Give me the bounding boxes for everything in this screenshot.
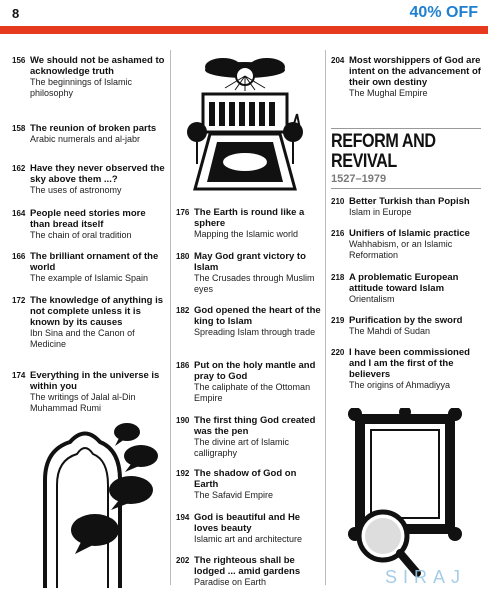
toc-entry[interactable] [12,251,167,284]
toc-entry[interactable] [176,512,322,545]
entry-page: 180 [176,252,190,261]
toc-entry[interactable] [12,55,167,99]
entry-page: 202 [176,556,190,565]
entry-subtitle: Mapping the Islamic world [194,229,299,239]
entry-subtitle: Ibn Sina and the Canon of Medicine [30,328,135,349]
speech-bubbles-illustration [35,420,170,590]
entry-page: 219 [331,316,345,325]
entry-title: People need stories more than bread itself [30,208,146,230]
entry-page: 186 [176,361,190,370]
toc-entry[interactable] [176,305,322,338]
toc-entry[interactable] [12,208,167,241]
entry-title: Put on the holy mantle and pray to God [194,360,316,382]
toc-entry[interactable] [12,370,167,414]
entry-subtitle: The beginnings of Islamic philosophy [30,77,133,98]
entry-subtitle: The origins of Ahmadiyya [349,380,451,390]
entry-subtitle: Paradise on Earth [194,577,267,587]
entry-page: 164 [12,209,26,218]
entry-page: 166 [12,252,26,261]
entry-page: 172 [12,296,26,305]
entry-subtitle: The chain of oral tradition [30,230,132,240]
entry-title: May God grant victory to Islam [194,251,306,273]
entry-page: 192 [176,469,190,478]
entry-subtitle: The Mahdi of Sudan [349,326,431,336]
ornate-frame-magnifier-illustration [345,408,470,578]
entry-page: 162 [12,164,26,173]
toc-entry[interactable] [176,251,322,295]
palace-garden-illustration [185,54,305,194]
entry-title: The knowledge of anything is not complete unless it is known by its causes [30,295,164,328]
entry-subtitle: The divine art of Islamic calligraphy [194,437,290,458]
entry-subtitle: Islam in Europe [349,207,412,217]
column-divider [325,50,326,585]
entry-subtitle: Orientalism [349,294,395,304]
entry-title: I have been commissioned and I am the first of the believers [349,347,470,380]
entry-title: The brilliant ornament of the world [30,251,159,273]
entry-page: 176 [176,208,190,217]
entry-subtitle: The writings of Jalal al-Din Muhammad Rumi [30,392,136,413]
entry-subtitle: The caliphate of the Ottoman Empire [194,382,311,403]
entry-subtitle: Arabic numerals and al-jabr [30,134,141,144]
entry-title: The Earth is round like a sphere [194,207,305,229]
entry-title: Unifiers of Islamic practice [349,228,470,239]
entry-title: The shadow of God on Earth [194,468,297,490]
toc-entry[interactable] [331,272,481,305]
toc-entry[interactable] [331,55,481,99]
entry-subtitle: The example of Islamic Spain [30,273,149,283]
section-years: 1527–1979 [331,173,387,185]
entry-page: 158 [12,124,26,133]
toc-entry[interactable] [331,315,481,337]
entry-title: We should not be ashamed to acknowledge truth [30,55,165,77]
entry-page: 210 [331,197,345,206]
column-divider [170,50,171,585]
toc-entry[interactable] [176,207,322,240]
entry-page: 182 [176,306,190,315]
entry-title: Most worshippers of God are intent on the advancement of their own destiny [349,55,481,88]
entry-title: God opened the heart of the king to Islam [194,305,321,327]
toc-entry[interactable] [331,347,481,391]
entry-page: 156 [12,56,26,65]
entry-subtitle: The Mughal Empire [349,88,428,98]
entry-page: 204 [331,56,345,65]
entry-title: Have they never observed the sky above them ...? [30,163,165,185]
toc-entry[interactable] [176,415,322,459]
entry-title: A problematic European attitude toward Islam [349,272,459,294]
section-rule [331,188,481,189]
entry-page: 190 [176,416,190,425]
section-title-line1: REFORM AND [331,131,436,152]
toc-entry[interactable] [12,295,167,350]
watermark-logo: SIRAJ [384,567,466,587]
entry-page: 218 [331,273,345,282]
entry-page: 194 [176,513,190,522]
entry-title: The righteous shall be lodged ... amid gardens [194,555,301,577]
toc-entry[interactable] [176,468,322,501]
entry-title: The reunion of broken parts [30,123,157,134]
header-accent-bar [0,26,488,34]
entry-title: Purification by the sword [349,315,463,326]
section-rule [331,128,481,129]
entry-subtitle: Islamic art and architecture [194,534,303,544]
toc-entry[interactable] [176,555,322,588]
toc-entry[interactable] [12,163,167,196]
entry-title: Better Turkish than Popish [349,196,470,207]
discount-badge: 40% OFF [409,4,478,21]
toc-entry[interactable] [331,228,481,261]
entry-page: 216 [331,229,345,238]
entry-title: God is beautiful and He loves beauty [194,512,301,534]
entry-title: The first thing God created was the pen [194,415,316,437]
toc-entry[interactable] [176,360,322,404]
entry-subtitle: Spreading Islam through trade [194,327,316,337]
entry-subtitle: The Crusades through Muslim eyes [194,273,315,294]
toc-entry[interactable] [12,123,167,145]
page-number: 8 [12,6,20,21]
entry-subtitle: The Safavid Empire [194,490,274,500]
entry-page: 174 [12,371,26,380]
entry-title: Everything in the universe is within you [30,370,160,392]
entry-page: 220 [331,348,345,357]
toc-entry[interactable] [331,196,481,218]
entry-subtitle: The uses of astronomy [30,185,122,195]
entry-subtitle: Wahhabism, or an Islamic Reformation [349,239,453,260]
section-title-line2: REVIVAL [331,151,397,172]
